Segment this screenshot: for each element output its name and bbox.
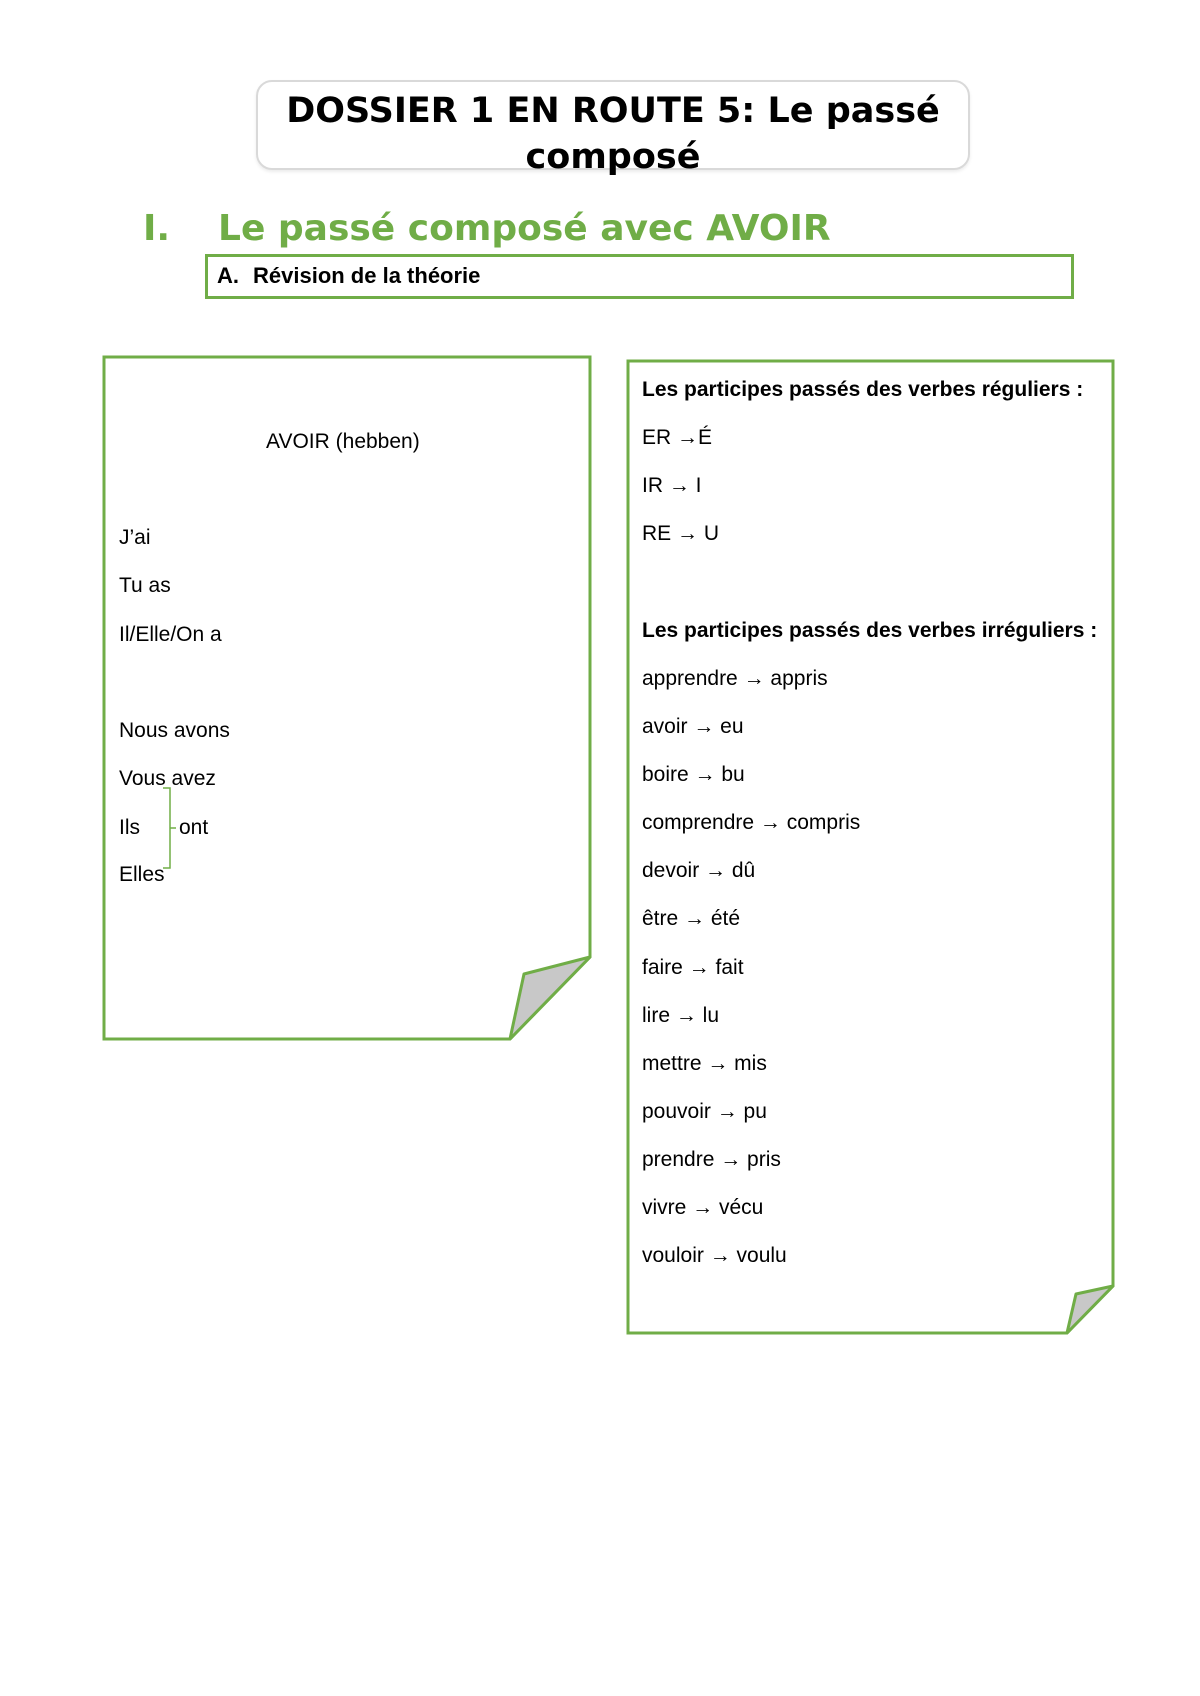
- regular-re: RE → U: [642, 522, 720, 545]
- subsection-title: Révision de la théorie: [253, 263, 481, 288]
- regular-ir: IR → I: [642, 474, 702, 497]
- section-number: I.: [143, 208, 171, 249]
- section-title: Le passé composé avec AVOIR: [218, 208, 831, 249]
- irregular-item: devoir → dû: [642, 859, 756, 882]
- irregular-item: apprendre → appris: [642, 667, 828, 690]
- conjugation-tu: Tu as: [119, 574, 171, 597]
- conjugation-nous: Nous avons: [119, 719, 230, 742]
- irregular-item: lire → lu: [642, 1004, 720, 1027]
- subsection-letter: A.: [217, 263, 239, 288]
- conjugation-ils: Ils: [119, 816, 140, 839]
- irregular-item: être → été: [642, 907, 741, 930]
- irregular-item: vivre → vécu: [642, 1196, 764, 1219]
- irregular-item: boire → bu: [642, 763, 745, 786]
- conjugation-je: J’ai: [119, 526, 151, 549]
- irregular-item: mettre → mis: [642, 1052, 767, 1075]
- document-title: DOSSIER 1 EN ROUTE 5: Le passé composé: [286, 91, 940, 177]
- irregular-item: comprendre → compris: [642, 811, 861, 834]
- irregular-item: pouvoir → pu: [642, 1100, 767, 1123]
- irregular-item: avoir → eu: [642, 715, 744, 738]
- conjugation-il-elle-on: Il/Elle/On a: [119, 623, 222, 646]
- participles-card-outline: [628, 361, 1113, 1333]
- regular-heading: Les participes passés des verbes réguliers :: [642, 378, 1084, 401]
- avoir-heading-translation: (hebben): [335, 430, 420, 453]
- irregular-item: faire → fait: [642, 956, 744, 979]
- irregular-heading: Les participes passés des verbes irréguliers :: [642, 619, 1098, 642]
- regular-er: ER →É: [642, 426, 713, 449]
- conjugation-ont: ont: [179, 816, 209, 839]
- conjugation-elles: Elles: [119, 863, 165, 886]
- irregular-item: prendre → pris: [642, 1148, 781, 1171]
- avoir-card-outline: [104, 357, 590, 1039]
- avoir-heading-verb: AVOIR: [266, 430, 330, 453]
- irregular-item: vouloir → voulu: [642, 1244, 787, 1267]
- conjugation-vous: Vous avez: [119, 767, 216, 790]
- avoir-heading: [266, 429, 420, 455]
